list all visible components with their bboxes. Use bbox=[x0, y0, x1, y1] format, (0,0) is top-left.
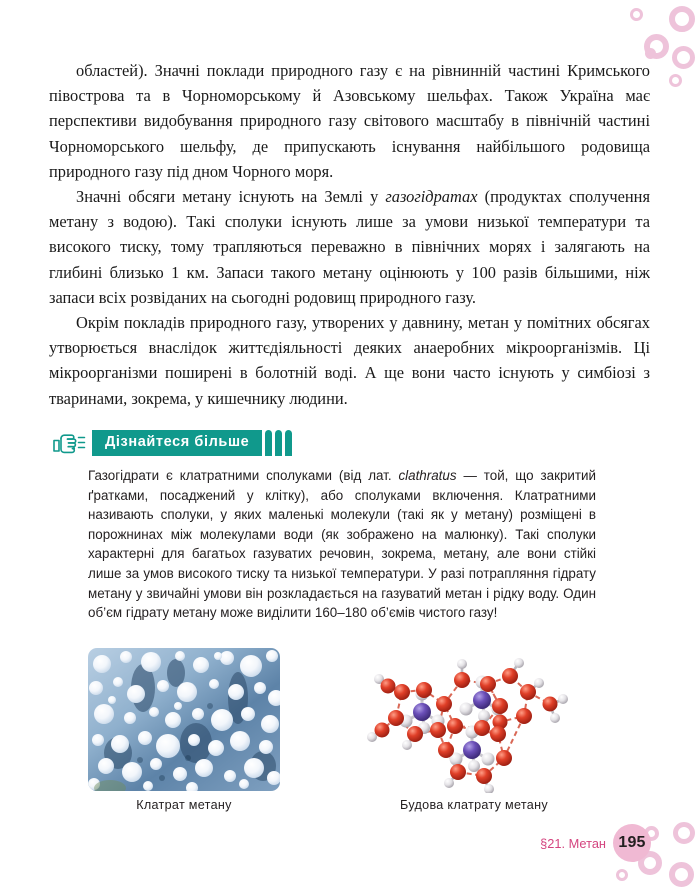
figure-caption-right: Будова клатрату метану bbox=[400, 798, 548, 812]
banner-tail-bar bbox=[285, 430, 292, 456]
paragraph-2-pre: Значні обсяги метану існують на Землі у bbox=[76, 187, 386, 207]
paragraph-2-post: (продуктах сполучення метану з водою). Такі сполуки існують лише за умови низької температури та високого тиску, тому трапляються переважно в північних морях і залягають на глибині близько 1 км. Запаси такого метану оцінюють у 100 разів більшими, ніж запаси всіх розвіданих на сьогодні родовищ природного газу. bbox=[49, 187, 650, 307]
footer-section-label: §21. Метан bbox=[540, 835, 606, 851]
figure-row bbox=[0, 646, 695, 826]
main-body-text bbox=[49, 58, 650, 411]
banner-tail-bar bbox=[275, 430, 282, 456]
learn-more-text-pre: Газогідрати є клатратними сполуками (від лат. bbox=[88, 468, 399, 483]
methane-clathrate-structure-model bbox=[358, 646, 590, 793]
term-gazogidratah: газогідратах bbox=[385, 187, 478, 207]
page-footer bbox=[540, 824, 651, 862]
learn-more-banner-label: Дізнайтеся більше bbox=[92, 430, 262, 456]
learn-more-header bbox=[52, 429, 292, 456]
methane-clathrate-photo bbox=[88, 648, 280, 791]
banner-tail-bar bbox=[265, 430, 272, 456]
banner-tail-bars bbox=[262, 430, 292, 456]
paragraph-2 bbox=[49, 184, 650, 310]
learn-more-text-post: — той, що закритий ґратками, посаджений у клітку), або сполуками включення. Клатратними називають сполуки, у яких маленькі молекули (такі як у метану) розміщені в порожнинах між молекулами води (як зображено на малюнку). Такі сполуки характерні для багатьох газуватих речовин, зокрема, метану, але вони стійкі лише за умов високого тиску та низької температури. У разі потрапляння гідрату метану у звичайні умови він розкладається на газуватий метан і рідку воду. Один об’єм гідрату метану може виділити 160–180 об’ємів чистого газу! bbox=[88, 468, 597, 621]
pointing-hand-icon bbox=[52, 431, 86, 455]
page-number: 195 bbox=[618, 834, 646, 851]
term-clathratus: clathratus bbox=[398, 468, 457, 483]
paragraph-1: областей). Значні поклади природного газу є на рівнинній частині Кримського півострова та в Чорноморському й Азовському шельфах. Також Україна має перспективи видобування природного газу світового масштабу в північній частині Чорноморського шельфу, де припускають існування найбільшого родовища природного газу під дном Чорного моря. bbox=[49, 61, 650, 181]
figure-caption-left: Клатрат метану bbox=[136, 798, 232, 812]
paragraph-3: Окрім покладів природного газу, утворених у давнину, метан у помітних обсягах утворюється внаслідок життєдіяльності деяких анаеробних мікроорганізмів. Ці мікроорганізми поширені в болотній воді. А ще вони часто існують у симбіозі з тваринами, зокрема, у кишечнику людини. bbox=[49, 313, 650, 408]
page-number-badge bbox=[613, 824, 651, 862]
learn-more-body-text bbox=[88, 466, 596, 623]
